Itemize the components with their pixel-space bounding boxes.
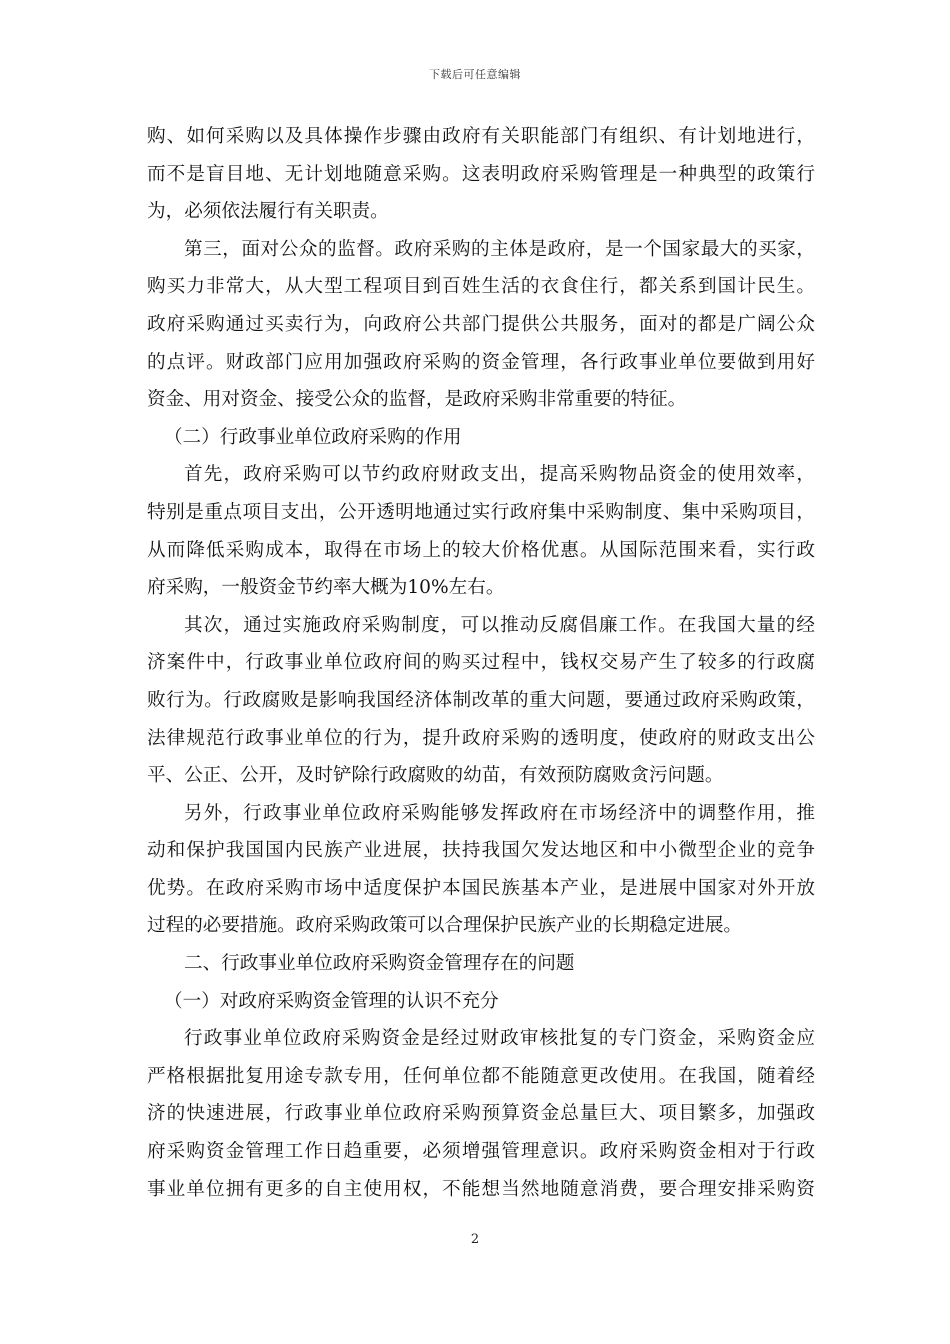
text-line: 济的快速进展，行政事业单位政府采购预算资金总量巨大、项目繁多，加强政	[147, 1103, 815, 1125]
text-line: 政府采购通过买卖行为，向政府公共部门提供公共服务，面对的都是广阔公众	[147, 313, 815, 335]
page-header: 下载后可任意编辑	[429, 68, 521, 81]
body-text	[147, 118, 815, 1208]
text-line: 购买力非常大，从大型工程项目到百姓生活的衣食住行，都关系到国计民生。	[147, 276, 815, 298]
text-line: 其次，通过实施政府采购制度，可以推动反腐倡廉工作。在我国大量的经	[184, 614, 815, 636]
text-line: 资金、用对资金、接受公众的监督，是政府采购非常重要的特征。	[147, 389, 687, 411]
text-line: 第三，面对公众的监督。政府采购的主体是政府，是一个国家最大的买家，	[184, 238, 815, 260]
text-line: 优势。在政府采购市场中适度保护本国民族基本产业，是进展中国家对外开放	[147, 877, 815, 899]
text-line: 败行为。行政腐败是影响我国经济体制改革的重大问题，要通过政府采购政策，	[147, 689, 815, 711]
text-line: 从而降低采购成本，取得在市场上的较大价格优惠。从国际范围来看，实行政	[147, 539, 815, 561]
text-line: 府采购，一般资金节约率大概为10%左右。	[147, 577, 505, 599]
text-line: 法律规范行政事业单位的行为，提升政府采购的透明度，使政府的财政支出公	[147, 727, 815, 749]
text-line: 济案件中，行政事业单位政府间的购买过程中，钱权交易产生了较多的行政腐	[147, 652, 815, 674]
text-line: 的点评。财政部门应用加强政府采购的资金管理，各行政事业单位要做到用好	[147, 351, 815, 373]
page-number: 2	[470, 1232, 480, 1247]
subsection-heading: （一）对政府采购资金管理的认识不充分	[164, 990, 499, 1012]
text-line: 过程的必要措施。政府采购政策可以合理保护民族产业的长期稳定进展。	[147, 915, 743, 937]
text-line: 为，必须依法履行有关职责。	[147, 201, 389, 223]
section-heading: （二）行政事业单位政府采购的作用	[164, 426, 462, 448]
text-line: 特别是重点项目支出，公开透明地通过实行政府集中采购制度、集中采购项目，	[147, 501, 815, 523]
text-line: 而不是盲目地、无计划地随意采购。这表明政府采购管理是一种典型的政策行	[147, 163, 815, 185]
text-line: 平、公正、公开，及时铲除行政腐败的幼苗，有效预防腐败贪污问题。	[147, 765, 724, 787]
text-line: 另外，行政事业单位政府采购能够发挥政府在市场经济中的调整作用，推	[184, 802, 815, 824]
text-line: 严格根据批复用途专款专用，任何单位都不能随意更改使用。在我国，随着经	[147, 1065, 815, 1087]
text-line: 行政事业单位政府采购资金是经过财政审核批复的专门资金，采购资金应	[184, 1028, 815, 1050]
text-line: 购、如何采购以及具体操作步骤由政府有关职能部门有组织、有计划地进行，	[147, 126, 815, 147]
text-line: 动和保护我国国内民族产业进展，扶持我国欠发达地区和中小微型企业的竞争	[147, 840, 815, 862]
text-line: 事业单位拥有更多的自主使用权，不能想当然地随意消费，要合理安排采购资	[147, 1178, 815, 1200]
text-line: 首先，政府采购可以节约政府财政支出，提高采购物品资金的使用效率，	[184, 464, 815, 486]
text-line: 府采购资金管理工作日趋重要，必须增强管理意识。政府采购资金相对于行政	[147, 1141, 815, 1163]
section-heading: 二、行政事业单位政府采购资金管理存在的问题	[184, 953, 575, 975]
